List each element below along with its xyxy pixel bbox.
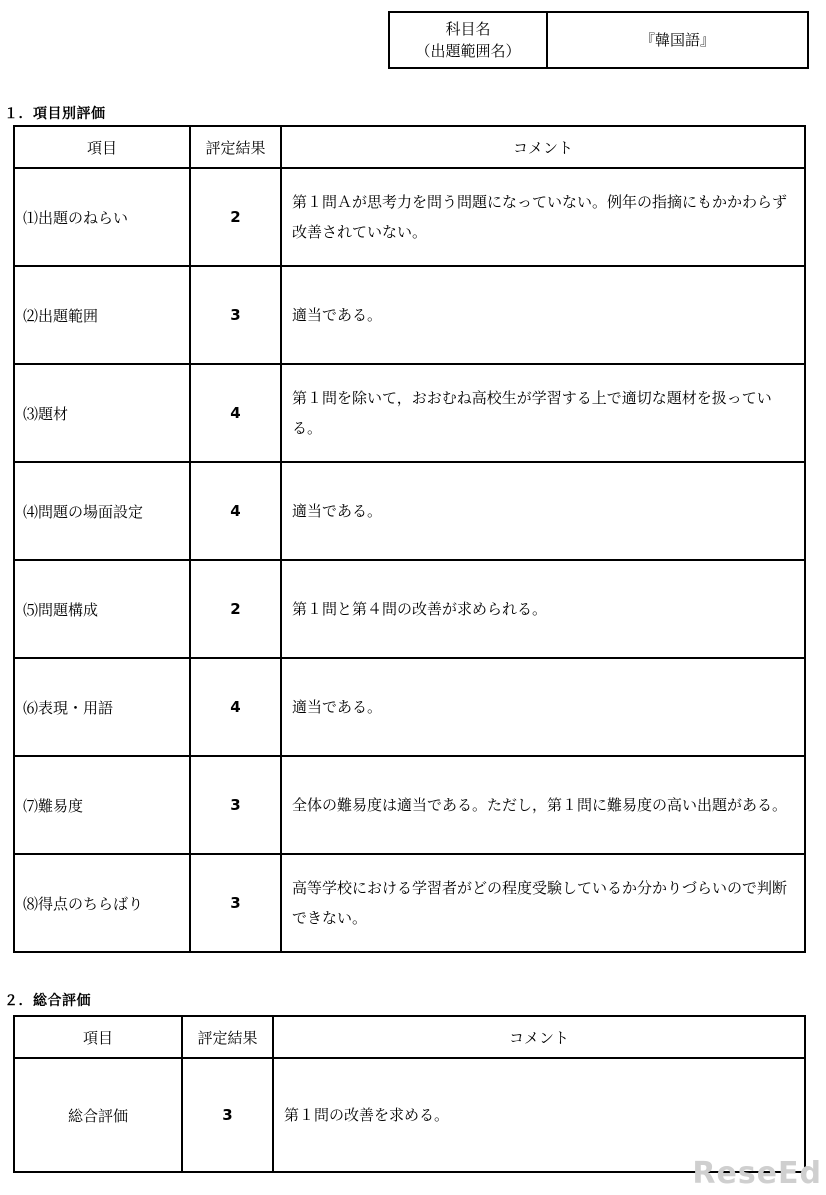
table-header-row: [14, 126, 805, 168]
header-score: 評定結果: [182, 1016, 273, 1058]
table-row: [14, 854, 805, 952]
watermark-logo: ReseEd: [692, 1156, 822, 1191]
subject-label-line2: （出題範囲名）: [415, 42, 521, 60]
table-row: [14, 658, 805, 756]
row-score: 2: [190, 168, 281, 266]
row-comment: 適当である。: [281, 266, 805, 364]
overall-evaluation-table: [13, 1015, 806, 1173]
subject-name: 『韓国語』: [547, 12, 808, 68]
row-score: 4: [190, 364, 281, 462]
row-item: ⑶題材: [14, 364, 190, 462]
row-comment: 第１問を除いて，おおむね高校生が学習する上で適切な題材を扱っている。: [281, 364, 805, 462]
header-comment: コメント: [273, 1016, 805, 1058]
section1-title: １．項目別評価: [4, 106, 106, 122]
row-comment: 適当である。: [281, 462, 805, 560]
row-comment: 第１問の改善を求める。: [273, 1058, 805, 1172]
header-comment: コメント: [281, 126, 805, 168]
row-item: ⑵出題範囲: [14, 266, 190, 364]
row-score: 2: [190, 560, 281, 658]
row-score: 4: [190, 658, 281, 756]
row-comment: 高等学校における学習者がどの程度受験しているか分かりづらいので判断できない。: [281, 854, 805, 952]
row-score: 3: [190, 756, 281, 854]
row-item: ⑻得点のちらばり: [14, 854, 190, 952]
row-score: 3: [182, 1058, 273, 1172]
row-item: ⑷問題の場面設定: [14, 462, 190, 560]
row-score: 3: [190, 854, 281, 952]
row-comment: 第１問と第４問の改善が求められる。: [281, 560, 805, 658]
row-item: 総合評価: [14, 1058, 182, 1172]
table-header-row: [14, 1016, 805, 1058]
row-item: ⑴出題のねらい: [14, 168, 190, 266]
row-score: 4: [190, 462, 281, 560]
subject-label-cell: [389, 12, 547, 68]
header-score: 評定結果: [190, 126, 281, 168]
section2-title: ２．総合評価: [4, 993, 91, 1009]
header-item: 項目: [14, 1016, 182, 1058]
item-evaluation-table: [13, 125, 806, 953]
table-row: [14, 168, 805, 266]
subject-box: [388, 11, 809, 69]
row-comment: 適当である。: [281, 658, 805, 756]
header-item: 項目: [14, 126, 190, 168]
table-row: [14, 1058, 805, 1172]
row-score: 3: [190, 266, 281, 364]
subject-label-line1: 科目名: [445, 20, 491, 38]
table-row: [14, 364, 805, 462]
row-item: ⑺難易度: [14, 756, 190, 854]
table-row: [14, 756, 805, 854]
row-item: ⑹表現・用語: [14, 658, 190, 756]
row-item: ⑸問題構成: [14, 560, 190, 658]
row-comment: 第１問Ａが思考力を問う問題になっていない。例年の指摘にもかかわらず改善されていない。: [281, 168, 805, 266]
table-row: [14, 560, 805, 658]
row-comment: 全体の難易度は適当である。ただし，第１問に難易度の高い出題がある。: [281, 756, 805, 854]
table-row: [14, 266, 805, 364]
table-row: [14, 462, 805, 560]
